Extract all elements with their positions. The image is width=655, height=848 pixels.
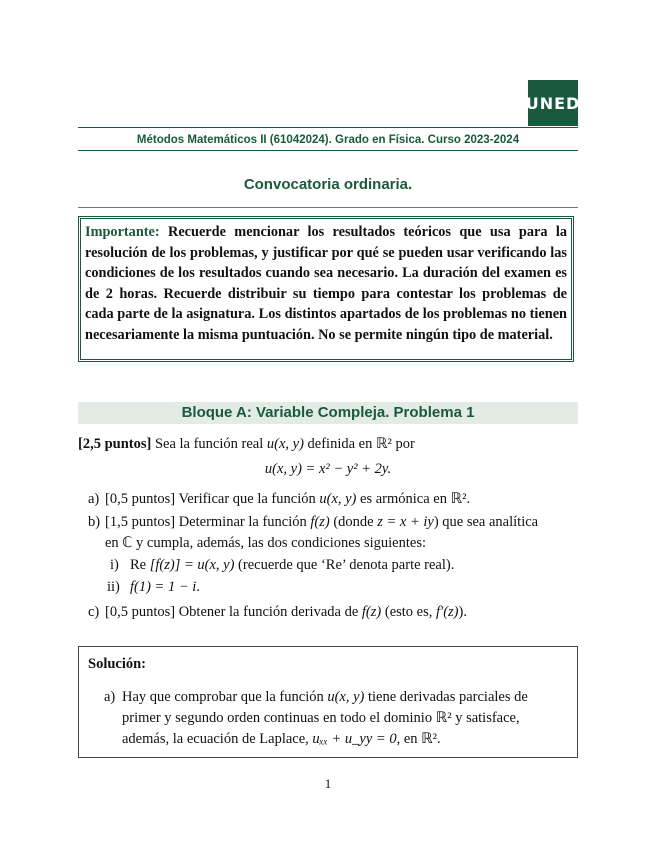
uned-logo [525, 80, 581, 126]
problem-points: [2,5 puntos] [78, 436, 152, 452]
item-b-text [105, 514, 538, 531]
solution-line2-a: primer y segundo orden continuas en todo el dominio [122, 710, 436, 726]
solution-line2-math: ℝ² [435, 710, 452, 726]
logo-text: UNED [525, 93, 581, 113]
section-title: Bloque A: Variable Compleja. Problema 1 [78, 402, 578, 424]
solution-line3-a: además, la ecuación de Laplace, [122, 731, 313, 747]
item-a-text [105, 491, 470, 508]
item-c-label: c) [88, 604, 100, 620]
solution-item-label: a) [104, 689, 116, 705]
item-b-math-1: f(z) [310, 514, 330, 530]
item-a-text-1: [0,5 puntos] Verificar que la función [105, 491, 320, 507]
subitem-i-text [130, 557, 454, 574]
item-b-text-1: [1,5 puntos] Determinar la función [105, 514, 311, 530]
important-text: Recuerde mencionar los resultados teóricos que usa para la resolución de los problemas, y justificar por qué se pueden usar verificando las condiciones de los resultados cuando sea necesario. La duración del examen es de 2 horas. Recuerde distribuir su tiempo para contestar los problemas de cada parte de la asignatura. Los distintos apartados de los problemas no tienen necesariamente la misma puntuación. No se permite ningún tipo de material. [85, 224, 567, 343]
item-a-math-2: ℝ² [450, 491, 467, 507]
item-c-text-2: (esto es, [381, 604, 436, 620]
item-c-text [105, 604, 467, 621]
intro-text-1: Sea la función real [151, 436, 267, 452]
important-notice [78, 216, 574, 362]
solution-title: Solución: [88, 656, 147, 672]
important-paragraph [85, 222, 567, 346]
page-number: 1 [324, 776, 332, 791]
item-b-label: b) [88, 514, 101, 530]
title-rule [78, 207, 578, 208]
subitem-ii-label: ii) [107, 579, 120, 595]
item-b-math-2: z = x + iy [377, 514, 434, 530]
intro-text-2: definida en [303, 436, 376, 452]
item-c [88, 604, 99, 621]
item-b-line2: en ℂ y cumpla, además, las dos condiciones siguientes: [105, 535, 426, 551]
item-b-text-3: ) que sea analítica [433, 514, 539, 530]
item-a-label: a) [88, 491, 100, 507]
important-label: Importante: [85, 224, 160, 240]
item-c-text-1: [0,5 puntos] Obtener la función derivada de [105, 604, 362, 620]
item-a [88, 491, 99, 508]
intro-math-u: u(x, y) [266, 436, 304, 452]
item-b-text-2: (donde [329, 514, 378, 530]
header-rule-top [78, 127, 578, 128]
solution-line-3 [122, 731, 441, 748]
subitem-i-label: i) [110, 557, 119, 573]
subitem-i-math: [f(z)] = u(x, y) [149, 557, 235, 573]
solution-line3-b: , en [396, 731, 422, 747]
intro-math-r2: ℝ² [375, 436, 392, 452]
subitem-i-text-2: (recuerde que ‘Re’ denota parte real). [234, 557, 455, 573]
problem-intro [78, 436, 415, 453]
solution-line1-math: u(x, y) [327, 689, 365, 705]
item-c-text-3: ). [458, 604, 467, 620]
item-c-math-1: f(z) [361, 604, 382, 620]
solution-line-2 [122, 710, 520, 727]
problem-equation: u(x, y) = x² − y² + 2y. [264, 461, 392, 477]
intro-text-3: por [391, 436, 415, 452]
solution-line2-b: y satisface, [451, 710, 520, 726]
solution-line3-math2: ℝ² [421, 731, 437, 747]
solution-line3-c: . [437, 731, 441, 747]
item-a-text-3: . [466, 491, 471, 507]
header-rule-bottom [78, 150, 578, 151]
solution-line1-a: Hay que comprobar que la función [122, 689, 328, 705]
subitem-ii-math: f(1) = 1 − i [130, 579, 197, 595]
item-c-math-2: f′(z) [436, 604, 459, 620]
solution-line1-b: tiene derivadas parciales de [364, 689, 528, 705]
subitem-ii-text [130, 579, 200, 596]
item-a-text-2: es armónica en [356, 491, 451, 507]
solution-line3-math: uₓₓ + u_yy = 0 [312, 731, 397, 747]
course-line: Métodos Matemáticos II (61042024). Grado en Física. Curso 2023-2024 [136, 134, 520, 146]
subitem-ii-text-2: . [196, 579, 200, 595]
exam-title: Convocatoria ordinaria. [243, 176, 413, 193]
subitem-i-text-1: Re [130, 557, 150, 573]
item-b [88, 514, 100, 531]
item-a-math-1: u(x, y) [319, 491, 357, 507]
solution-line-1 [122, 689, 528, 706]
